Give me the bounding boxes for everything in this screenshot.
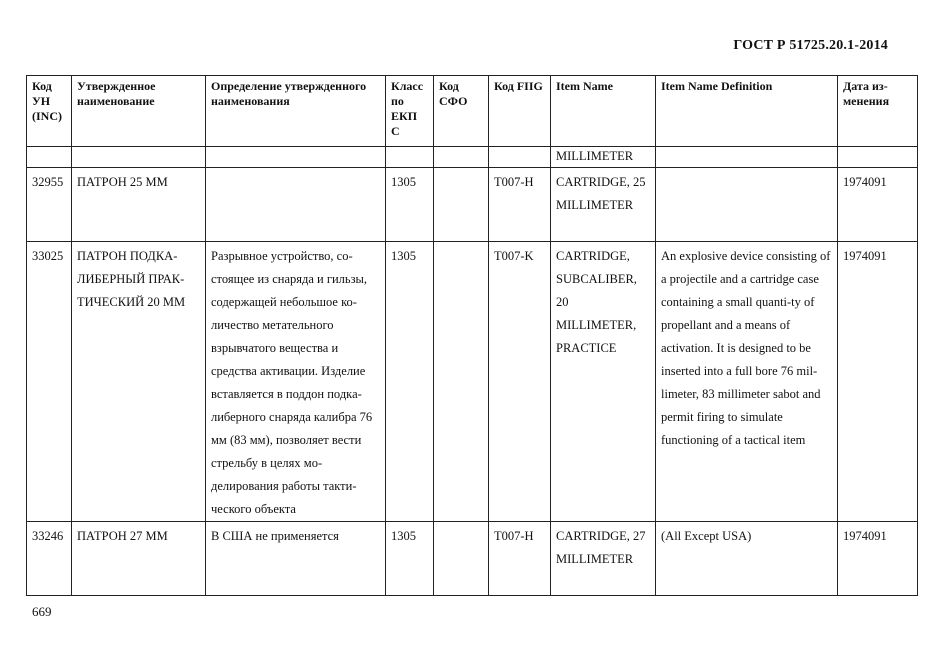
page-number: 669 — [32, 604, 52, 619]
nomenclature-table — [26, 75, 918, 596]
cell-approved-name: ПАТРОН ПОДКА-ЛИБЕРНЫЙ ПРАК-ТИЧЕСКИЙ 20 ММ — [72, 242, 206, 522]
cell-change-date: 1974091 — [838, 168, 918, 242]
cell-inc: 33246 — [27, 522, 72, 596]
cell-definition — [206, 147, 386, 168]
cell-item-name-definition — [656, 147, 838, 168]
cell-ekps: 1305 — [386, 522, 434, 596]
column-header-item-name: Item Name — [551, 76, 656, 147]
cell-fiig: T007-K — [489, 242, 551, 522]
cell-ekps — [386, 147, 434, 168]
cell-sfo — [434, 242, 489, 522]
table-row — [27, 147, 918, 168]
cell-definition — [206, 168, 386, 242]
cell-inc: 33025 — [27, 242, 72, 522]
column-header-sfo: Код СФО — [434, 76, 489, 147]
cell-inc: 32955 — [27, 168, 72, 242]
cell-sfo — [434, 522, 489, 596]
table-row — [27, 522, 918, 596]
cell-ekps: 1305 — [386, 168, 434, 242]
cell-item-name-definition: An explosive device consisting of a projectile and a cartridge case containing a small quanti-ty of propellant and a means of activation. It is designed to be inserted into a full bore 76 mil-limeter, 83 millimeter sabot and permit firing to simulate functioning of a tactical item — [656, 242, 838, 522]
cell-change-date — [838, 147, 918, 168]
table-header — [27, 76, 918, 147]
column-header-fiig: Код FIIG — [489, 76, 551, 147]
cell-sfo — [434, 147, 489, 168]
table-row — [27, 168, 918, 242]
cell-sfo — [434, 168, 489, 242]
column-header-definition: Определение утвержденного наименования — [206, 76, 386, 147]
column-header-approved-name: Утвержденное наименование — [72, 76, 206, 147]
cell-change-date: 1974091 — [838, 242, 918, 522]
cell-fiig: T007-H — [489, 168, 551, 242]
cell-item-name: CARTRIDGE, 25 MILLIMETER — [551, 168, 656, 242]
cell-approved-name: ПАТРОН 27 ММ — [72, 522, 206, 596]
cell-item-name-definition — [656, 168, 838, 242]
cell-change-date: 1974091 — [838, 522, 918, 596]
column-header-change-date: Дата из-менения — [838, 76, 918, 147]
cell-definition: В США не применяется — [206, 522, 386, 596]
cell-item-name: CARTRIDGE, SUBCALIBER, 20 MILLIMETER, PRACTICE — [551, 242, 656, 522]
document-title: ГОСТ Р 51725.20.1-2014 — [733, 38, 888, 53]
cell-fiig: T007-H — [489, 522, 551, 596]
cell-approved-name: ПАТРОН 25 ММ — [72, 168, 206, 242]
header-row — [27, 76, 918, 147]
column-header-inc: Код УН (INC) — [27, 76, 72, 147]
table-row — [27, 242, 918, 522]
cell-approved-name — [72, 147, 206, 168]
cell-inc — [27, 147, 72, 168]
column-header-ekps: Класс по ЕКП С — [386, 76, 434, 147]
cell-item-name: CARTRIDGE, 27 MILLIMETER — [551, 522, 656, 596]
cell-definition: Разрывное устройство, со-стоящее из снаряда и гильзы, содержащей небольшое ко-личество метательного взрывчатого вещества и средства активации. Изделие вставляется в поддон подка-либерного снаряда калибра 76 мм (83 мм), позволяет вести стрельбу в целях мо-делирования работы такти-ческого объекта — [206, 242, 386, 522]
cell-item-name: MILLIMETER — [551, 147, 656, 168]
cell-fiig — [489, 147, 551, 168]
cell-ekps: 1305 — [386, 242, 434, 522]
column-header-item-name-definition: Item Name Definition — [656, 76, 838, 147]
cell-item-name-definition: (All Except USA) — [656, 522, 838, 596]
